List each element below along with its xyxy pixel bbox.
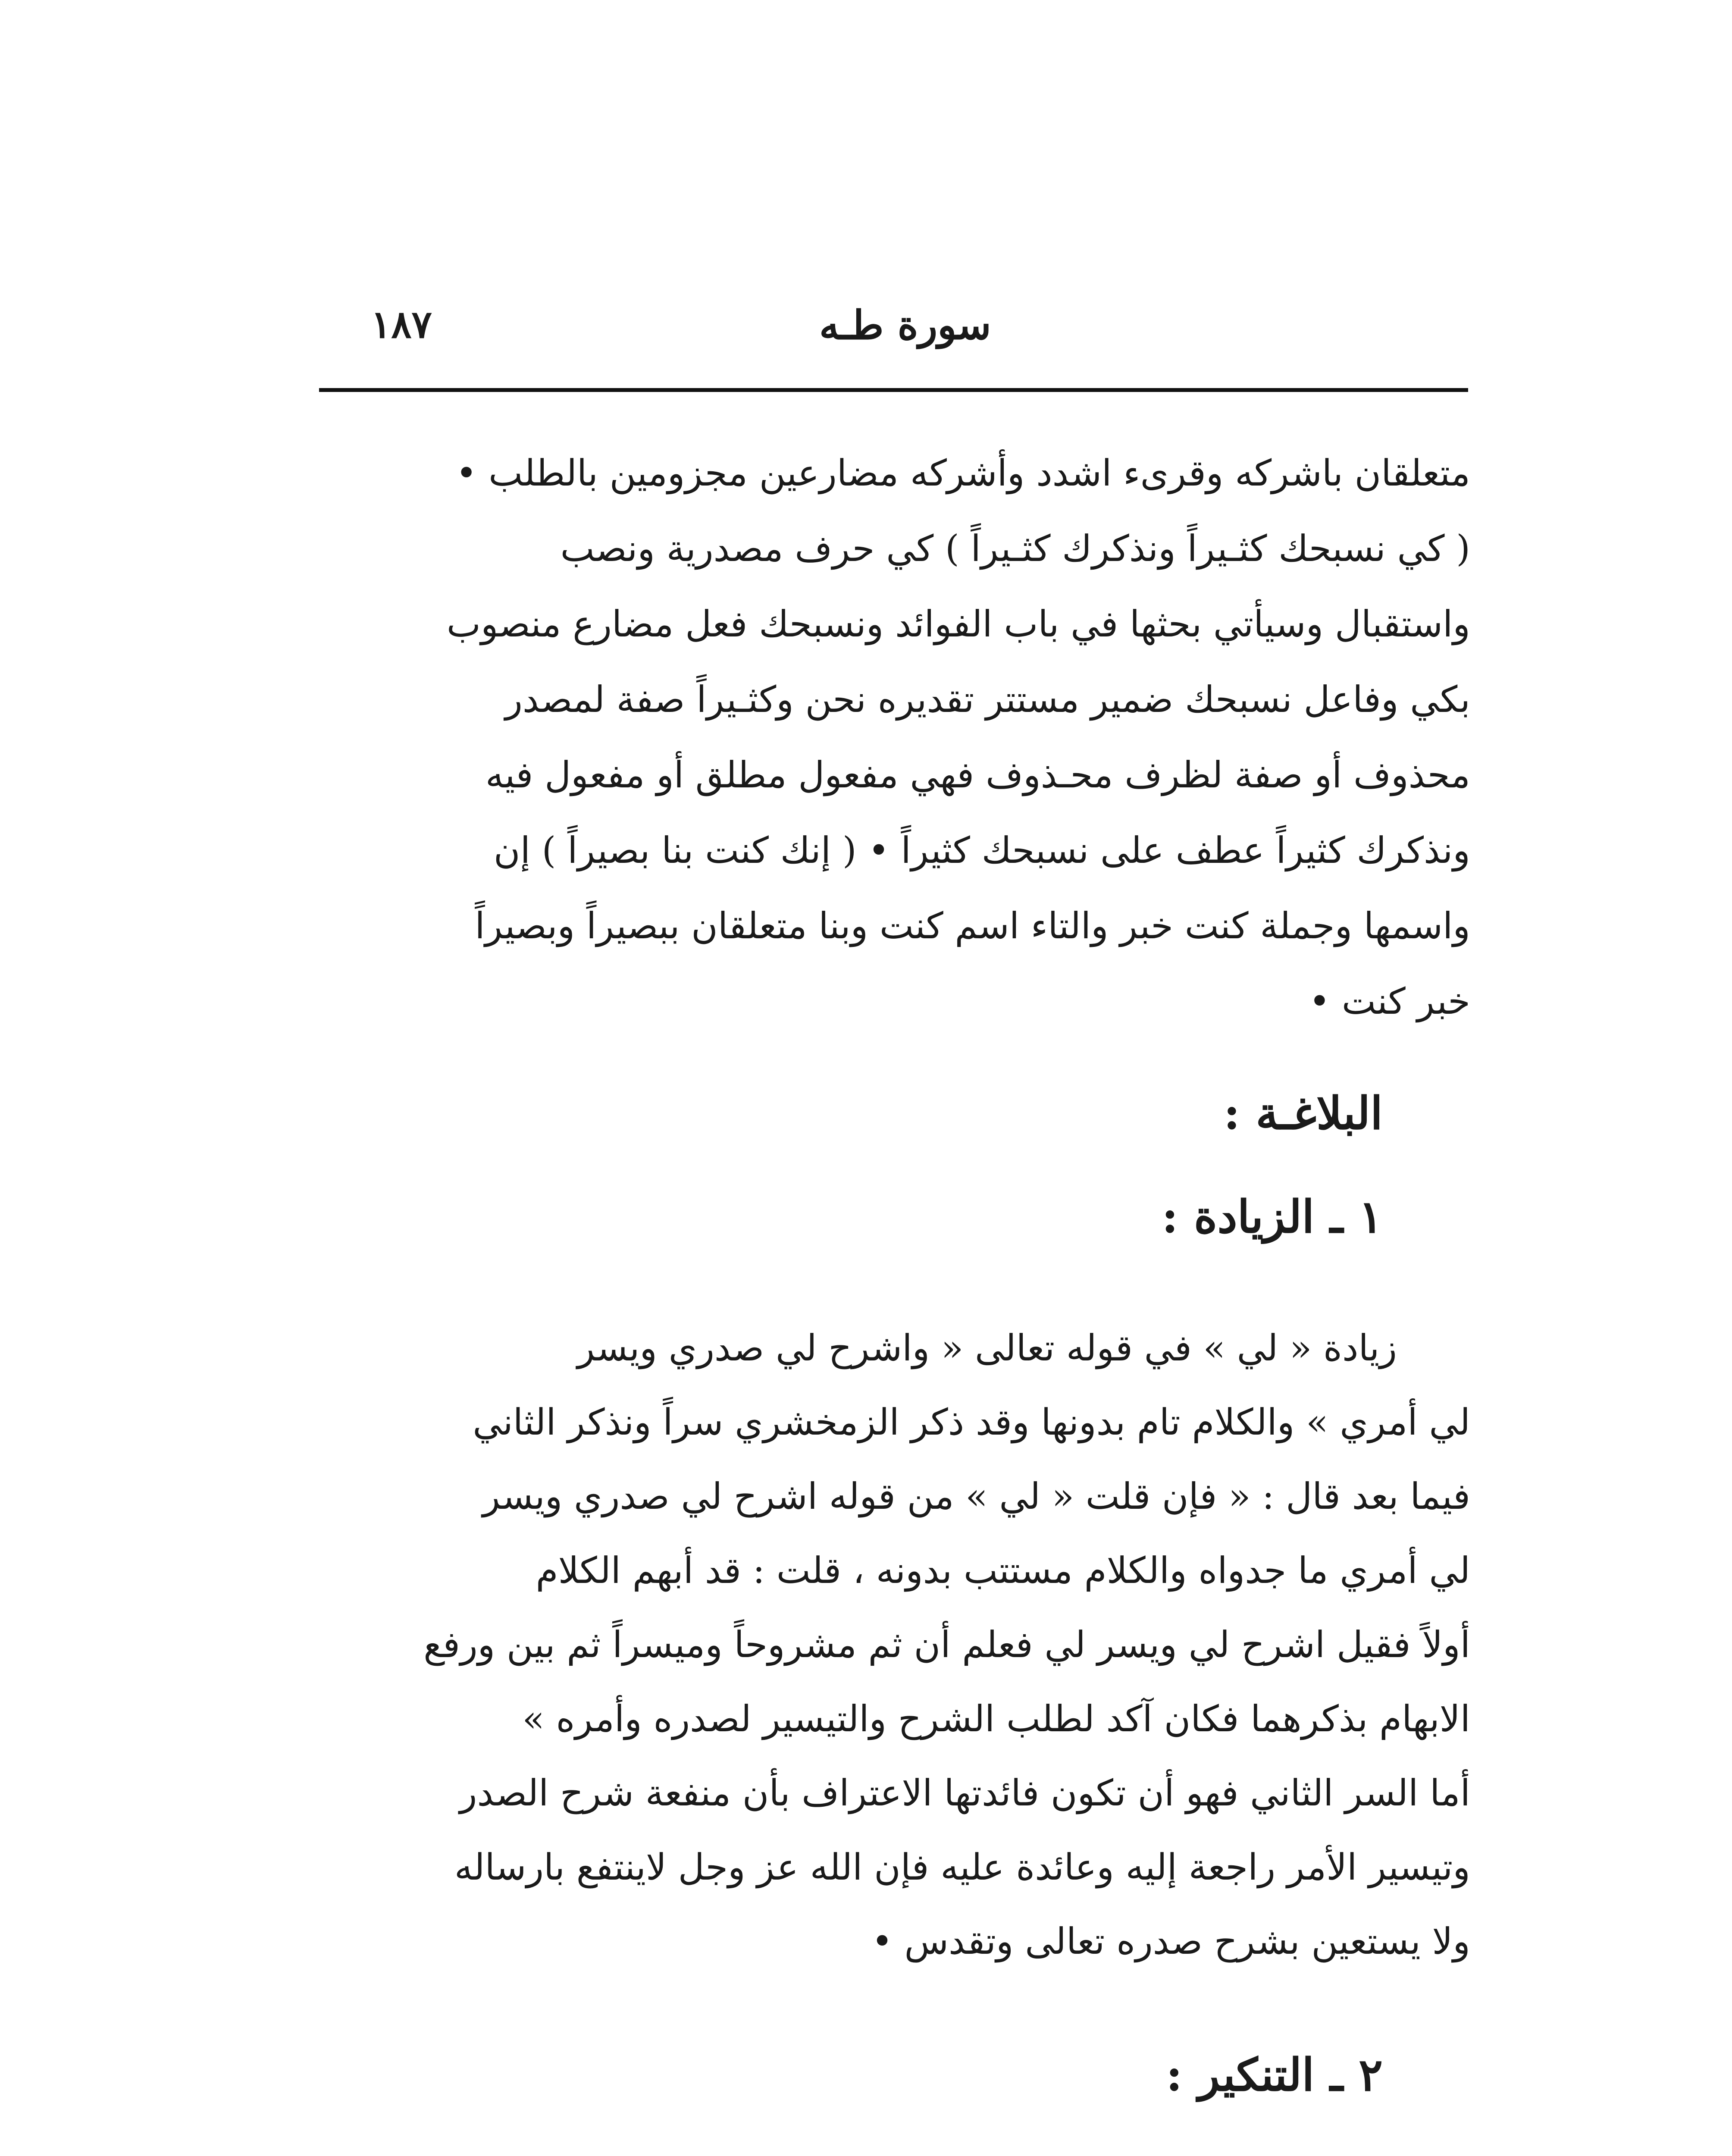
text-line: لي أمري ما جدواه والكلام مستتب بدونه ، قلت : قد أبهم الكلام [536, 1549, 1470, 1592]
text-line: ( كي نسبحك كثـيراً ونذكرك كثـيراً ) كي حرف مصدرية ونصب [560, 527, 1470, 570]
subsection-heading: ٢ ـ التنكير : [1166, 2048, 1383, 2101]
text-line: لي أمري » والكلام تام بدونها وقد ذكر الزمخشري سراً ونذكر الثاني [473, 1401, 1470, 1443]
text-line: متعلقان باشركه وقرىء اشدد وأشركه مضارعين مجزومين بالطلب • [455, 452, 1470, 494]
text-line: أما السر الثاني فهو أن تكون فائدتها الاعتراف بأن منفعة شرح الصدر [459, 1772, 1470, 1814]
text-line: خبر كنت • [1309, 980, 1470, 1022]
text-line: أولاً فقيل اشرح لي ويسر لي فعلم أن ثم مشروحاً وميسراً ثم بين ورفع [423, 1623, 1470, 1666]
page-header [319, 302, 1466, 367]
text-line: وتيسير الأمر راجعة إليه وعائدة عليه فإن الله عز وجل لاينتفع بارساله [454, 1846, 1470, 1888]
paragraph-syntax [310, 436, 1470, 1039]
text-line: الابهام بذكرهما فكان آكد لطلب الشرح والتيسير لصدره وأمره » [522, 1698, 1470, 1740]
subsection-heading: ١ ـ الزيادة : [1162, 1190, 1383, 1243]
header-rule [319, 388, 1468, 392]
text-line: زيادة « لي » في قوله تعالى « واشرح لي صدري ويسر [577, 1327, 1397, 1369]
running-title: سورة طـه [819, 302, 991, 348]
paragraph-ziyada [310, 1311, 1470, 1978]
text-line: ونذكرك كثيراً عطف على نسبحك كثيراً • ( إنك كنت بنا بصيراً ) إن [493, 829, 1470, 871]
text-line: بكي وفاعل نسبحك ضمير مستتر تقديره نحن وكثـيراً صفة لمصدر [505, 678, 1470, 721]
text-line: ولا يستعين بشرح صدره تعالى وتقدس • [871, 1920, 1470, 1962]
text-line: محذوف أو صفة لظرف محـذوف فهي مفعول مطلق أو مفعول فيه [485, 754, 1470, 796]
text-line: واسمها وجملة كنت خبر والتاء اسم كنت وبنا متعلقان ببصيراً وبصيراً [475, 905, 1470, 947]
text-line: واستقبال وسيأتي بحثها في باب الفوائد ونسبحك فعل مضارع منصوب [446, 603, 1470, 645]
page-number: ١٨٧ [371, 302, 432, 347]
section-heading: البلاغـة : [1223, 1087, 1383, 1140]
text-line: فيما بعد قال : « فإن قلت « لي » من قوله اشرح لي صدري ويسر [482, 1475, 1470, 1517]
